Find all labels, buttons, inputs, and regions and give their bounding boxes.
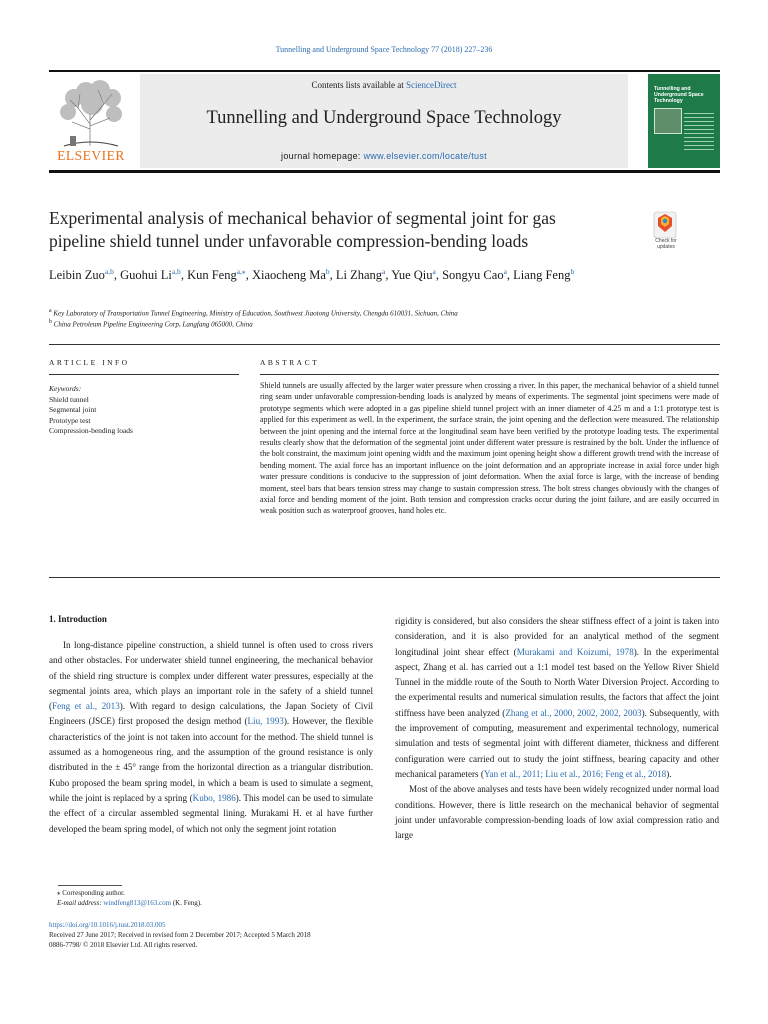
citation-link[interactable]: Feng et al., 2013 xyxy=(52,701,120,712)
email-line xyxy=(49,898,449,908)
keywords-block xyxy=(49,384,239,437)
intro-paragraph: In long-distance pipeline construction, a shield tunnel is often used to cross rivers and other obstacles. For underwater shield tunnel engineering, the mechanical behavior of the shield ring structure is complex under different water pressures, especially at the segmental joints area, which plays an important role in the safety of a shield tunnel (Feng et al., 2013). With regard to design calculations, the Japan Society of Civil Engineers (JSCE) first proposed the design method (Liu, 1993). However, the flexible characteristics of the joint is not taken into account for the method. The shield tunnel is assumed as a homogeneous ring, and the assumption of the ground resistance is only distributed in the ± 45° range from the horizontal direction as a triangular distribution. Kubo proposed the beam spring model, in which a beam is used to simulate a segment, while the joint is replaced by a spring (Kubo, 1986). This model can be used to simulate the effect of a circular assembled segmental lining. Murakami H. et al have further developed the beam spring model, of which not only the segment joint rotation xyxy=(49,640,373,834)
cover-title: Tunnelling and Underground Space Technology xyxy=(654,86,704,104)
keyword-item: Compression-bending loads xyxy=(49,426,133,435)
footnote-rule xyxy=(58,885,122,886)
cover-image xyxy=(654,108,682,134)
contents-prefix: Contents lists available at xyxy=(311,80,406,90)
elsevier-wordmark: ELSEVIER xyxy=(57,148,125,163)
elsevier-logo[interactable] xyxy=(52,74,130,166)
author-name[interactable]: Liang Feng xyxy=(513,268,571,283)
check-for-updates-badge[interactable] xyxy=(648,210,684,254)
info-rule xyxy=(49,374,239,375)
citation-link[interactable]: Murakami and Koizumi, 1978 xyxy=(516,646,634,657)
affiliation-a-text: Key Laboratory of Transportation Tunnel Engineering, Ministry of Education, Southwest Jiaotong University, Chengdu 610031, Sichuan, China xyxy=(53,309,458,318)
affiliation-a-mark: a xyxy=(49,308,52,314)
article-meta xyxy=(49,920,549,950)
journal-citation[interactable]: Tunnelling and Underground Space Technology 77 (2018) 227–236 xyxy=(275,45,493,54)
header-rule-top xyxy=(49,70,720,72)
affiliation-b-mark: b xyxy=(49,319,52,325)
email-link[interactable]: windfeng813@163.com xyxy=(103,899,172,907)
cover-lines xyxy=(684,110,714,150)
header-rule-bottom xyxy=(49,170,720,173)
author-name[interactable]: Yue Qiu xyxy=(391,268,433,283)
citation-link[interactable]: Kubo, 1986 xyxy=(192,792,236,803)
intro-right-column xyxy=(395,614,719,843)
abstract-text: Shield tunnels are usually affected by the larger water pressure when crossing a river. In this paper, the mechanical behavior of a shield tunnel ring seam under unfavorable compression-bending loads is analyzed by means of experiments. The segmental joint specimens were made of prototype segments which were adopted in a gas pipeline shield tunnel project with an inner diameter of 4.25 m and a 1:1 prototype test is applied for this experiment as well. In the experiment, the surface strain, the joint opening and the deflection were measured. The relationship between the joint opening and the internal force at the longitudinal seam have been verified by the prototype loading tests. The experimental results clearly show that the deformation of the segmental joint under different water pressure is restrained by the bolt. Under the influence of the bolt constraint, the maximum joint opening width and the maximum joint opening height show a different growth trend with the increase of bending moment. The axial force has an important influence on the joint deformation and an appropriate increase in axial force under high water pressure conditions is conducive to the suppression of joint deformation. When the axial force is large, with the increase of bending moment, steel bars that bears tension stress may change to sustain compression stress. The bolt stress changes obviously with the changes of axial force and bending moment of the joint. Both tension and compression cracks occur during the joint failure, and are easily occurred in weak position such as waterproof grooves, hand holes etc. xyxy=(260,381,719,516)
received-dates: Received 27 June 2017; Received in revised form 2 December 2017; Accepted 5 March 2018 xyxy=(49,931,311,939)
email-suffix: (K. Feng). xyxy=(171,899,202,907)
author-name[interactable]: Kun Feng xyxy=(187,268,237,283)
author-affiliation-mark[interactable]: b xyxy=(570,267,575,276)
author-name[interactable]: Li Zhang xyxy=(335,268,383,283)
citation-link[interactable]: Liu, 1993 xyxy=(247,716,284,727)
info-rule-top xyxy=(49,344,720,345)
copyright: 0886-7798/ © 2018 Elsevier Ltd. All rights reserved. xyxy=(49,941,198,949)
homepage-link[interactable]: www.elsevier.com/locate/tust xyxy=(363,151,487,161)
contents-line xyxy=(140,80,628,90)
keywords-label: Keywords: xyxy=(49,384,82,393)
author-name[interactable]: Leibin Zuo xyxy=(49,268,105,283)
keyword-item: Shield tunnel xyxy=(49,394,89,404)
abstract-rule-bottom xyxy=(49,577,720,578)
author-affiliation-mark[interactable]: a,b xyxy=(104,267,114,276)
article-info-heading: ARTICLE INFO xyxy=(49,358,130,367)
corresponding-author-note: ⁎ Corresponding author. xyxy=(57,889,125,897)
affiliation-b-text: China Petroleum Pipeline Engineering Corp, Langfang 065000, China xyxy=(53,320,253,329)
journal-homepage xyxy=(140,151,628,161)
intro-paragraph: Most of the above analyses and tests have been widely recognized under normal load conditions. However, there is little research on the mechanical behavior of segmental joint under unfavorable compression-bending loads of low axial compression ratio and large xyxy=(395,784,719,841)
author-affiliation-mark[interactable]: a,b xyxy=(171,267,181,276)
keyword-item: Segmental joint xyxy=(49,405,97,414)
author-affiliation-mark[interactable]: a xyxy=(432,267,436,276)
keyword-item: Prototype test xyxy=(49,415,91,425)
journal-cover-thumbnail[interactable] xyxy=(648,74,720,168)
author-affiliation-mark[interactable]: b xyxy=(325,267,330,276)
footnote xyxy=(49,888,449,908)
affiliation-b xyxy=(49,317,689,329)
author-affiliation-mark[interactable]: a xyxy=(503,267,507,276)
introduction-heading: 1. Introduction xyxy=(49,614,107,624)
author-name[interactable]: Guohui Li xyxy=(120,268,172,283)
homepage-prefix: journal homepage: xyxy=(281,151,364,161)
abstract-rule xyxy=(260,374,719,375)
journal-title: Tunnelling and Underground Space Technology xyxy=(206,108,562,128)
article-title: Experimental analysis of mechanical behavior of segmental joint for gas pipeline shield tunnel under unfavorable compression-bending loads xyxy=(49,208,556,251)
author-affiliation-mark[interactable]: a xyxy=(382,267,386,276)
citation-link[interactable]: Yan et al., 2011; Liu et al., 2016; Feng et al., 2018 xyxy=(483,768,667,779)
author-affiliation-mark[interactable]: a,⁎ xyxy=(236,267,246,276)
email-label: E-mail address: xyxy=(57,899,104,907)
author-list: Leibin Zuo$^{a,b}$, Guohui Li$^{a,b}$, Kun Feng$^{a,⁎}$, Xiaocheng Ma$^b$, Li Zhang$^a$, Yue Qiu$^a$, Songyu Cao$^a$, Liang Feng$^b$ xyxy=(49,267,575,283)
sciencedirect-link[interactable]: ScienceDirect xyxy=(406,80,457,90)
check-updates-label: Check for updates xyxy=(655,238,677,250)
intro-paragraph: rigidity is considered, but also considers the shear stiffness effect of a joint is taken into consideration, and it is also provided for an analytical method of the segment longitudinal joint shear effect (Murakami and Koizumi, 1978). In the experimental aspect, Zhang et al. has carried out a 1:1 model test based on the Yellow River Shield Tunnel in the middle route of the South to North Water Diversion Project. According to the experimental results and numerical simulation results, the factors that affect the joint stiffness have been analyzed (Zhang et al., 2000, 2002, 2002, 2003). Subsequently, with the improvement of computing, measurement and experimental technology, numerical simulation and tests of segmental joint with different diameter, thickness and different configuration were carried out to study the joint stiffness, bearing capacity and other mechanical parameters (Yan et al., 2011; Liu et al., 2016; Feng et al., 2018). xyxy=(395,616,720,779)
citation-link[interactable]: Zhang et al., 2000, 2002, 2002, 2003 xyxy=(505,707,642,718)
author-name[interactable]: Songyu Cao xyxy=(442,268,504,283)
intro-left-column xyxy=(49,638,373,837)
abstract-heading: ABSTRACT xyxy=(260,358,320,367)
doi-link[interactable]: https://doi.org/10.1016/j.tust.2018.03.005 xyxy=(49,921,166,929)
author-name[interactable]: Xiaocheng Ma xyxy=(251,268,326,283)
